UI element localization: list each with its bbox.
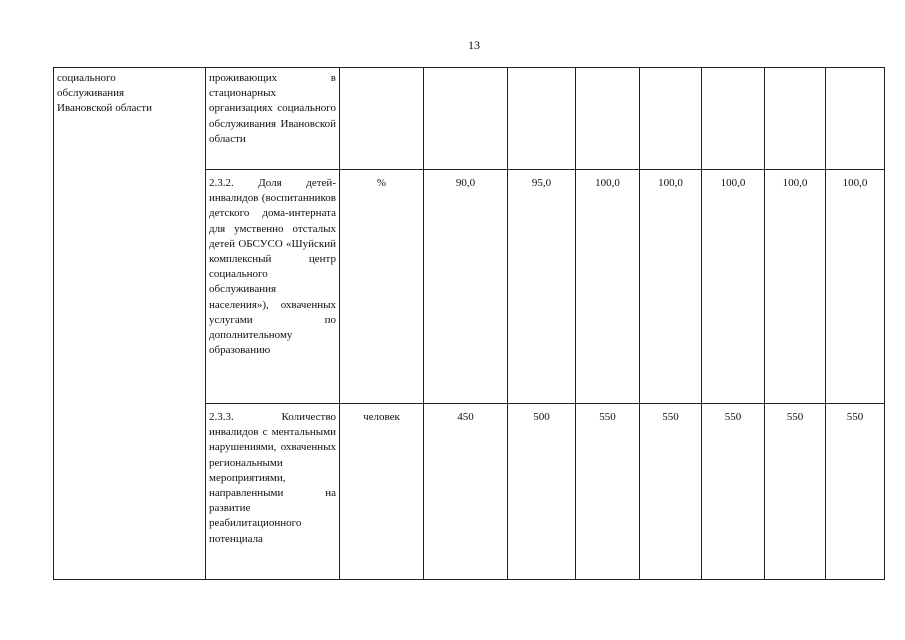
- value-cell: 550: [826, 404, 885, 580]
- table-row: [54, 68, 885, 170]
- value-cell: 450: [424, 404, 508, 580]
- value-cell: 100,0: [640, 170, 702, 404]
- value-cell: [576, 68, 640, 170]
- value-cell: [508, 68, 576, 170]
- page-number: 13: [468, 38, 480, 52]
- unit-cell: человек: [340, 404, 424, 580]
- value-cell: [424, 68, 508, 170]
- value-cell: 100,0: [765, 170, 826, 404]
- org-cell: социального обслуживания Ивановской области: [54, 68, 206, 580]
- unit-cell: %: [340, 170, 424, 404]
- indicator-cell: проживающих в стационарных организациях социального обслуживания Ивановской области: [206, 68, 340, 170]
- value-cell: 90,0: [424, 170, 508, 404]
- indicator-cell: 2.3.3. Количество инвалидов с ментальными нарушениями, охваченных региональными мероприятиями, направленными на развитие реабилитационного потенциала: [206, 404, 340, 580]
- value-cell: 550: [640, 404, 702, 580]
- value-cell: 100,0: [826, 170, 885, 404]
- indicator-cell: 2.3.2. Доля детей-инвалидов (воспитанников детского дома-интерната для умственно отсталых детей ОБСУСО «Шуйский комплексный центр социального обслуживания населения»), охваченных услугами по дополнительному образованию: [206, 170, 340, 404]
- value-cell: [702, 68, 765, 170]
- value-cell: 550: [576, 404, 640, 580]
- value-cell: 100,0: [702, 170, 765, 404]
- value-cell: [640, 68, 702, 170]
- value-cell: 550: [765, 404, 826, 580]
- value-cell: 95,0: [508, 170, 576, 404]
- value-cell: [765, 68, 826, 170]
- value-cell: 500: [508, 404, 576, 580]
- value-cell: 550: [702, 404, 765, 580]
- value-cell: [826, 68, 885, 170]
- unit-cell: [340, 68, 424, 170]
- value-cell: 100,0: [576, 170, 640, 404]
- indicators-table: [53, 67, 885, 580]
